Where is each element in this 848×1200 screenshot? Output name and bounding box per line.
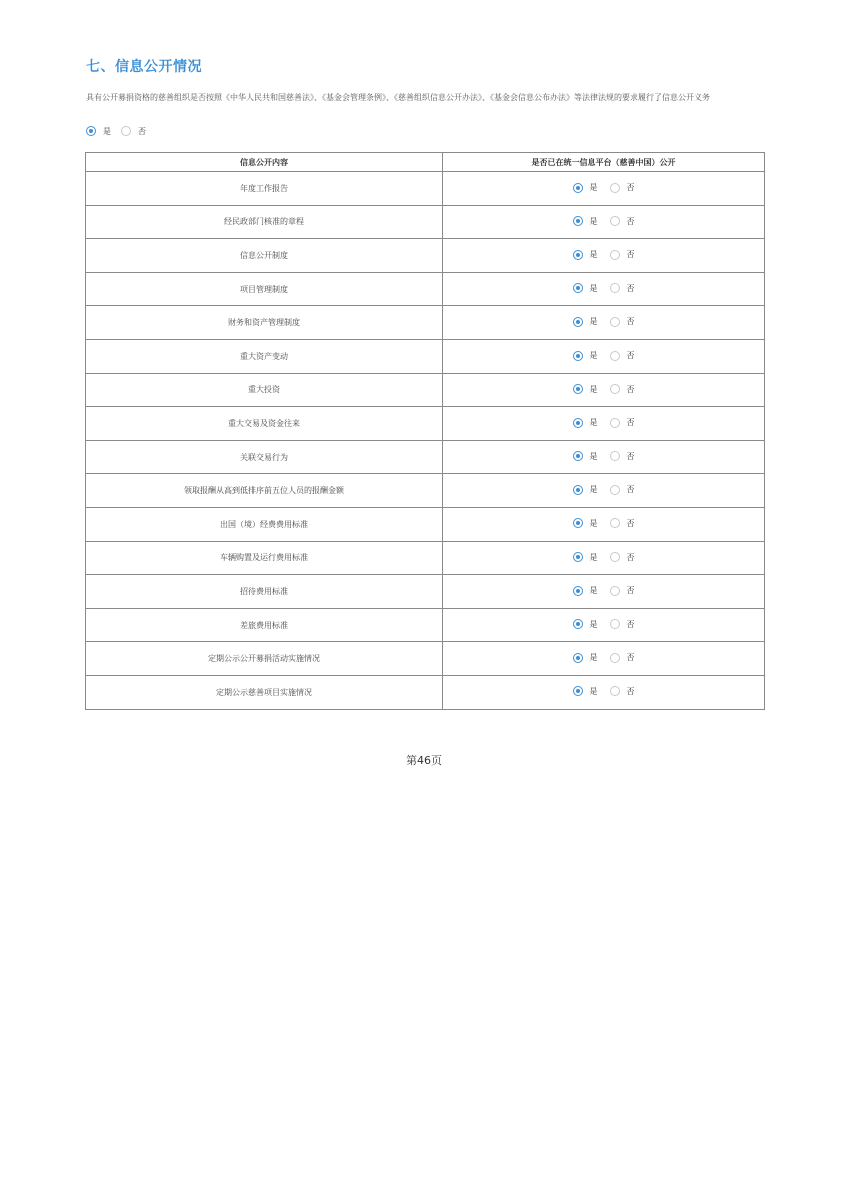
option-no-label: 否 bbox=[626, 518, 635, 528]
option-yes-label: 是 bbox=[589, 351, 598, 361]
published-radio-group bbox=[573, 350, 635, 361]
radio-no[interactable] bbox=[610, 586, 620, 596]
option-yes-label: 是 bbox=[589, 619, 598, 629]
option-no[interactable] bbox=[121, 126, 146, 137]
radio-no[interactable] bbox=[610, 384, 620, 394]
header-content: 信息公开内容 bbox=[86, 153, 443, 172]
published-radio-cell bbox=[443, 172, 765, 206]
table-row bbox=[86, 608, 765, 642]
option-no[interactable] bbox=[610, 216, 635, 227]
radio-no[interactable] bbox=[610, 619, 620, 629]
disclosure-item-label: 重大交易及资金往来 bbox=[86, 407, 443, 441]
disclosure-question: 具有公开募捐资格的慈善组织是否按照《中华人民共和国慈善法》、《基金会管理条例》、《慈善组织信息公开办法》、《基金会信息公布办法》等法律法规的要求履行了信息公开义务 bbox=[86, 93, 710, 102]
radio-no[interactable] bbox=[610, 552, 620, 562]
option-yes-label: 是 bbox=[589, 552, 598, 562]
published-radio-cell bbox=[443, 575, 765, 609]
option-yes[interactable] bbox=[86, 126, 111, 137]
radio-yes[interactable] bbox=[573, 384, 583, 394]
disclosure-radio-group bbox=[86, 124, 156, 138]
radio-no[interactable] bbox=[610, 653, 620, 663]
option-no-label: 否 bbox=[626, 552, 635, 562]
published-radio-group bbox=[573, 216, 635, 227]
option-no[interactable] bbox=[610, 451, 635, 462]
option-yes[interactable] bbox=[573, 216, 598, 227]
disclosure-item-label: 车辆购置及运行费用标准 bbox=[86, 541, 443, 575]
table-row bbox=[86, 373, 765, 407]
table-row bbox=[86, 474, 765, 508]
option-yes[interactable] bbox=[573, 182, 598, 193]
table-body bbox=[86, 172, 765, 710]
option-yes-label: 是 bbox=[589, 518, 598, 528]
option-no[interactable] bbox=[610, 283, 635, 294]
published-radio-cell bbox=[443, 272, 765, 306]
published-radio-group bbox=[573, 316, 635, 327]
radio-yes[interactable] bbox=[573, 518, 583, 528]
option-no[interactable] bbox=[610, 686, 635, 697]
radio-yes[interactable] bbox=[573, 653, 583, 663]
table-row bbox=[86, 642, 765, 676]
option-no[interactable] bbox=[610, 249, 635, 260]
option-yes[interactable] bbox=[573, 518, 598, 529]
option-no[interactable] bbox=[610, 552, 635, 563]
published-radio-cell bbox=[443, 205, 765, 239]
published-radio-cell bbox=[443, 507, 765, 541]
radio-yes[interactable] bbox=[573, 586, 583, 596]
published-radio-group bbox=[573, 652, 635, 663]
radio-yes[interactable] bbox=[573, 485, 583, 495]
table-row bbox=[86, 541, 765, 575]
radio-yes[interactable] bbox=[573, 351, 583, 361]
option-yes-label: 是 bbox=[589, 686, 598, 696]
disclosure-item-label: 财务和资产管理制度 bbox=[86, 306, 443, 340]
option-yes-label: 是 bbox=[589, 653, 598, 663]
option-no-label: 否 bbox=[626, 183, 635, 193]
disclosure-item-label: 招待费用标准 bbox=[86, 575, 443, 609]
published-radio-group bbox=[573, 249, 635, 260]
option-yes[interactable] bbox=[573, 451, 598, 462]
option-no-label: 否 bbox=[626, 250, 635, 260]
radio-no[interactable] bbox=[610, 216, 620, 226]
option-yes[interactable] bbox=[573, 283, 598, 294]
radio-yes[interactable] bbox=[573, 216, 583, 226]
option-no[interactable] bbox=[610, 585, 635, 596]
published-radio-group bbox=[573, 417, 635, 428]
option-no[interactable] bbox=[610, 417, 635, 428]
option-yes-label: 是 bbox=[589, 250, 598, 260]
radio-no[interactable] bbox=[610, 351, 620, 361]
option-no[interactable] bbox=[610, 350, 635, 361]
option-no-label: 否 bbox=[626, 283, 635, 293]
published-radio-cell bbox=[443, 306, 765, 340]
option-yes-label: 是 bbox=[589, 283, 598, 293]
table-row bbox=[86, 239, 765, 273]
published-radio-group bbox=[573, 686, 635, 697]
radio-no[interactable] bbox=[610, 518, 620, 528]
option-no-label: 否 bbox=[626, 418, 635, 428]
disclosure-item-label: 项目管理制度 bbox=[86, 272, 443, 306]
published-radio-cell bbox=[443, 440, 765, 474]
option-no[interactable] bbox=[610, 182, 635, 193]
disclosure-item-label: 经民政部门核准的章程 bbox=[86, 205, 443, 239]
option-yes[interactable] bbox=[573, 552, 598, 563]
radio-no[interactable] bbox=[610, 686, 620, 696]
option-yes-label: 是 bbox=[589, 485, 598, 495]
published-radio-cell bbox=[443, 407, 765, 441]
table-row bbox=[86, 675, 765, 709]
radio-no[interactable] bbox=[610, 418, 620, 428]
published-radio-cell bbox=[443, 642, 765, 676]
option-yes-label: 是 bbox=[589, 418, 598, 428]
option-no[interactable] bbox=[610, 619, 635, 630]
radio-yes[interactable] bbox=[573, 183, 583, 193]
header-published: 是否已在统一信息平台（慈善中国）公开 bbox=[443, 153, 765, 172]
published-radio-cell bbox=[443, 373, 765, 407]
published-radio-cell bbox=[443, 474, 765, 508]
table-row bbox=[86, 339, 765, 373]
radio-no[interactable] bbox=[610, 451, 620, 461]
table-row bbox=[86, 205, 765, 239]
radio-yes[interactable] bbox=[573, 250, 583, 260]
radio-no[interactable] bbox=[610, 250, 620, 260]
option-no[interactable] bbox=[610, 316, 635, 327]
radio-yes[interactable] bbox=[573, 686, 583, 696]
published-radio-group bbox=[573, 619, 635, 630]
disclosure-item-label: 领取报酬从高到低排序前五位人员的报酬金额 bbox=[86, 474, 443, 508]
disclosure-item-label: 出国（境）经费费用标准 bbox=[86, 507, 443, 541]
option-no-label: 否 bbox=[626, 619, 635, 629]
radio-no[interactable] bbox=[121, 126, 131, 136]
option-yes[interactable] bbox=[573, 249, 598, 260]
option-yes[interactable] bbox=[573, 417, 598, 428]
table-row bbox=[86, 507, 765, 541]
table-row bbox=[86, 272, 765, 306]
table-header-row bbox=[86, 153, 765, 172]
published-radio-cell bbox=[443, 541, 765, 575]
disclosure-item-label: 定期公示慈善项目实施情况 bbox=[86, 675, 443, 709]
option-yes[interactable] bbox=[573, 619, 598, 630]
disclosure-table bbox=[85, 152, 765, 710]
option-yes[interactable] bbox=[573, 585, 598, 596]
table-row bbox=[86, 172, 765, 206]
option-yes[interactable] bbox=[573, 316, 598, 327]
option-no-label: 否 bbox=[626, 317, 635, 327]
page-number: 第46页 bbox=[406, 754, 442, 767]
published-radio-cell bbox=[443, 239, 765, 273]
option-no-label: 否 bbox=[626, 451, 635, 461]
option-yes[interactable] bbox=[573, 652, 598, 663]
radio-no[interactable] bbox=[610, 485, 620, 495]
disclosure-item-label: 年度工作报告 bbox=[86, 172, 443, 206]
disclosure-item-label: 差旅费用标准 bbox=[86, 608, 443, 642]
radio-yes[interactable] bbox=[573, 619, 583, 629]
option-no-label: 否 bbox=[626, 216, 635, 226]
option-yes[interactable] bbox=[573, 384, 598, 395]
disclosure-item-label: 信息公开制度 bbox=[86, 239, 443, 273]
option-yes-label: 是 bbox=[589, 183, 598, 193]
disclosure-item-label: 定期公示公开募捐活动实施情况 bbox=[86, 642, 443, 676]
table-row bbox=[86, 440, 765, 474]
option-yes[interactable] bbox=[573, 484, 598, 495]
option-yes-label: 是 bbox=[589, 451, 598, 461]
radio-yes[interactable] bbox=[573, 317, 583, 327]
published-radio-group bbox=[573, 552, 635, 563]
option-yes-label: 是 bbox=[589, 317, 598, 327]
published-radio-cell bbox=[443, 608, 765, 642]
table-row bbox=[86, 407, 765, 441]
option-no-label: 否 bbox=[626, 586, 635, 596]
option-no[interactable] bbox=[610, 518, 635, 529]
radio-no[interactable] bbox=[610, 283, 620, 293]
option-no-label: 否 bbox=[626, 351, 635, 361]
radio-yes[interactable] bbox=[573, 451, 583, 461]
table-row bbox=[86, 306, 765, 340]
option-yes-label: 是 bbox=[589, 216, 598, 226]
radio-no[interactable] bbox=[610, 183, 620, 193]
published-radio-group bbox=[573, 283, 635, 294]
option-yes[interactable] bbox=[573, 350, 598, 361]
option-yes-label: 是 bbox=[589, 586, 598, 596]
option-no-label: 否 bbox=[626, 485, 635, 495]
option-no-label: 否 bbox=[626, 384, 635, 394]
radio-yes[interactable] bbox=[573, 418, 583, 428]
option-no[interactable] bbox=[610, 384, 635, 395]
published-radio-cell bbox=[443, 675, 765, 709]
published-radio-group bbox=[573, 451, 635, 462]
published-radio-group bbox=[573, 182, 635, 193]
radio-yes[interactable] bbox=[86, 126, 96, 136]
option-yes[interactable] bbox=[573, 686, 598, 697]
radio-yes[interactable] bbox=[573, 552, 583, 562]
option-yes-label: 是 bbox=[589, 384, 598, 394]
published-radio-cell bbox=[443, 339, 765, 373]
published-radio-group bbox=[573, 384, 635, 395]
option-no-label: 否 bbox=[138, 126, 146, 136]
published-radio-group bbox=[573, 585, 635, 596]
option-yes-label: 是 bbox=[103, 126, 111, 136]
section-title: 七、信息公开情况 bbox=[86, 59, 202, 75]
option-no[interactable] bbox=[610, 484, 635, 495]
table-row bbox=[86, 575, 765, 609]
disclosure-item-label: 关联交易行为 bbox=[86, 440, 443, 474]
disclosure-item-label: 重大资产变动 bbox=[86, 339, 443, 373]
published-radio-group bbox=[573, 484, 635, 495]
radio-yes[interactable] bbox=[573, 283, 583, 293]
radio-no[interactable] bbox=[610, 317, 620, 327]
published-radio-group bbox=[573, 518, 635, 529]
disclosure-item-label: 重大投资 bbox=[86, 373, 443, 407]
option-no[interactable] bbox=[610, 652, 635, 663]
option-no-label: 否 bbox=[626, 686, 635, 696]
option-no-label: 否 bbox=[626, 653, 635, 663]
